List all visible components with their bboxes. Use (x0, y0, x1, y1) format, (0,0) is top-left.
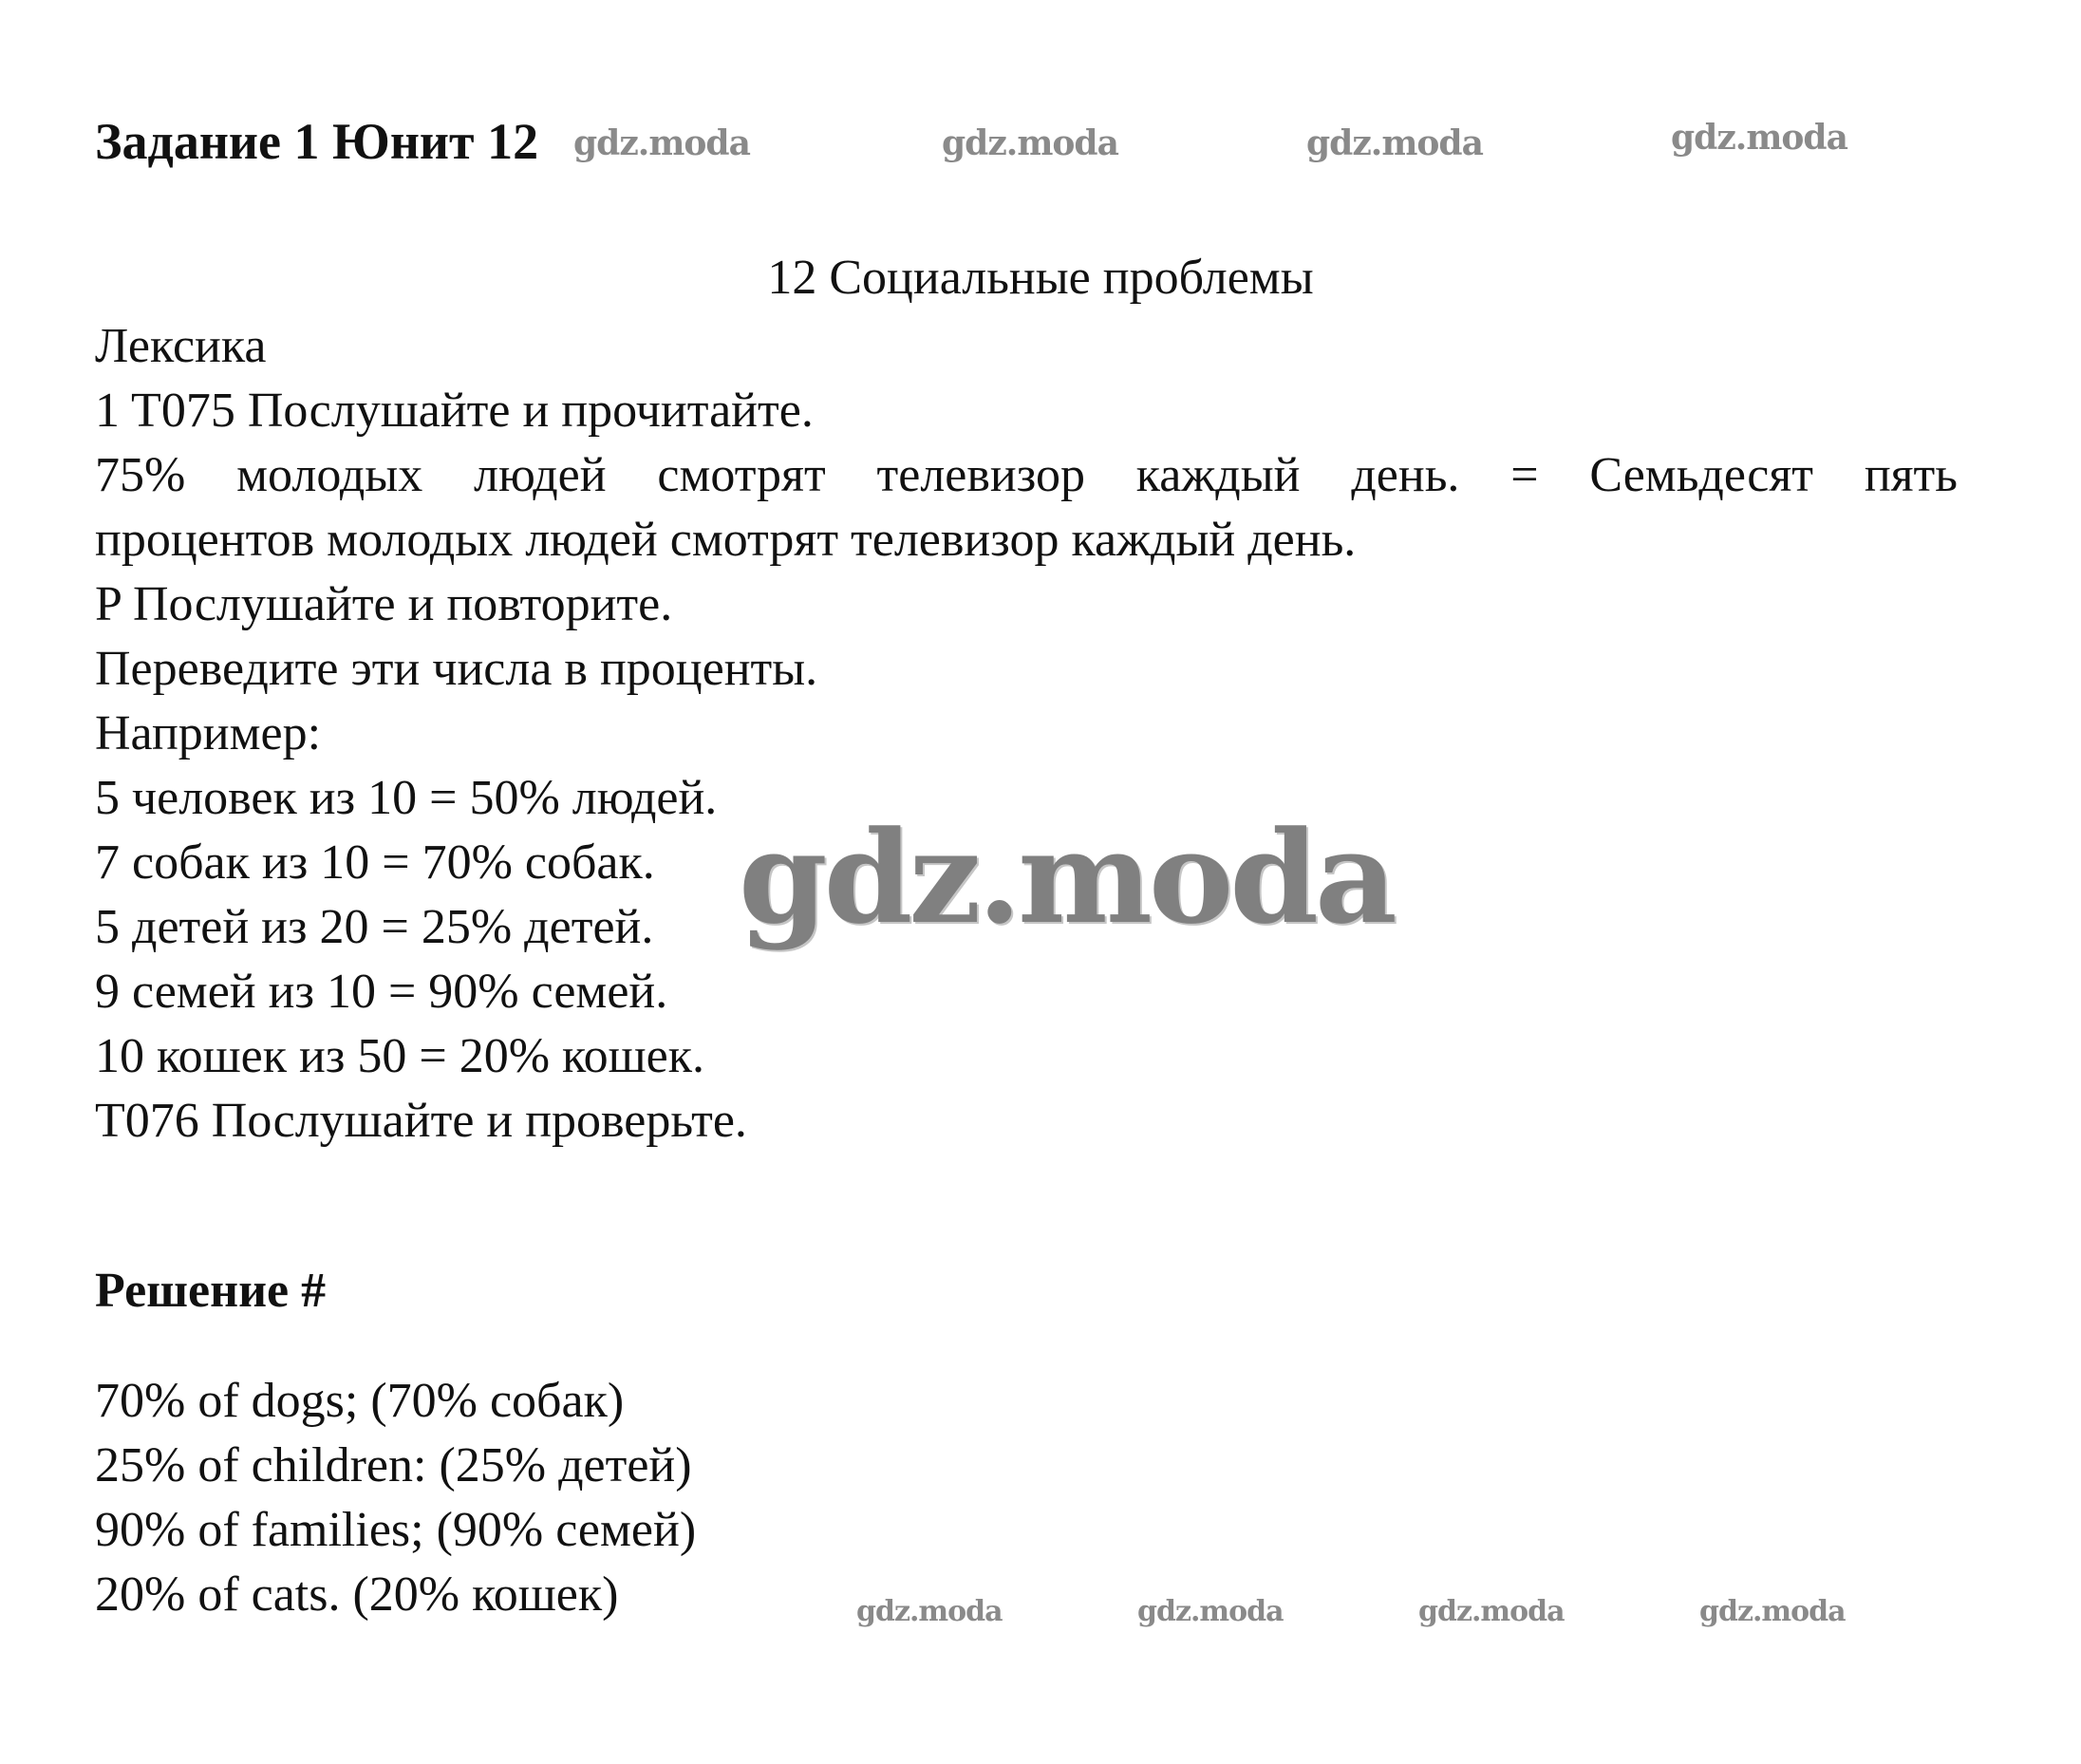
list-item: 9 семей из 10 = 90% семей. (95, 965, 668, 1019)
answer-line: 25% of children: (25% детей) (95, 1438, 692, 1492)
example-label: Например: (95, 706, 322, 760)
answer-line: 70% of dogs; (70% собак) (95, 1374, 625, 1428)
list-item: 5 детей из 20 = 25% детей. (95, 900, 654, 954)
watermark-bottom-1: gdz.moda (856, 1595, 1003, 1628)
task-text (95, 314, 1958, 1154)
watermark-top-3: gdz.moda (1306, 123, 1483, 163)
watermark-top-4: gdz.moda (1671, 118, 1847, 158)
instruction-convert: Переведите эти числа в проценты. (95, 642, 818, 696)
unit-title: 12 Социальные проблемы (767, 251, 1314, 305)
solution-heading: Решение # (95, 1264, 327, 1318)
example-sentence-line-2: процентов молодых людей смотрят телевизор каждый день. (95, 513, 1357, 567)
solution-answers (95, 1369, 696, 1627)
section-label: Лексика (95, 319, 267, 373)
watermark-center: gdz.moda (739, 802, 1394, 952)
watermark-top-1: gdz.moda (573, 123, 750, 163)
list-item: 5 человек из 10 = 50% людей. (95, 771, 718, 825)
watermark-top-2: gdz.moda (942, 123, 1118, 163)
watermark-bottom-3: gdz.moda (1418, 1595, 1565, 1628)
instruction-listen-repeat: P Послушайте и повторите. (95, 577, 673, 631)
watermark-bottom-4: gdz.moda (1699, 1595, 1846, 1628)
watermark-bottom-2: gdz.moda (1137, 1595, 1284, 1628)
answer-line: 90% of families; (90% семей) (95, 1503, 697, 1557)
example-sentence-line-1: 75% молодых людей смотрят телевизор каждый день. = Семьдесят пять (95, 448, 1958, 502)
instruction-listen-read: 1 T075 Послушайте и прочитайте. (95, 384, 814, 438)
answer-line: 20% of cats. (20% кошек) (95, 1567, 619, 1622)
page-heading: Задание 1 Юнит 12 (95, 113, 539, 170)
list-item: 10 кошек из 50 = 20% кошек. (95, 1029, 705, 1083)
list-item: 7 собак из 10 = 70% собак. (95, 835, 655, 890)
instruction-listen-check: T076 Послушайте и проверьте. (95, 1094, 747, 1148)
